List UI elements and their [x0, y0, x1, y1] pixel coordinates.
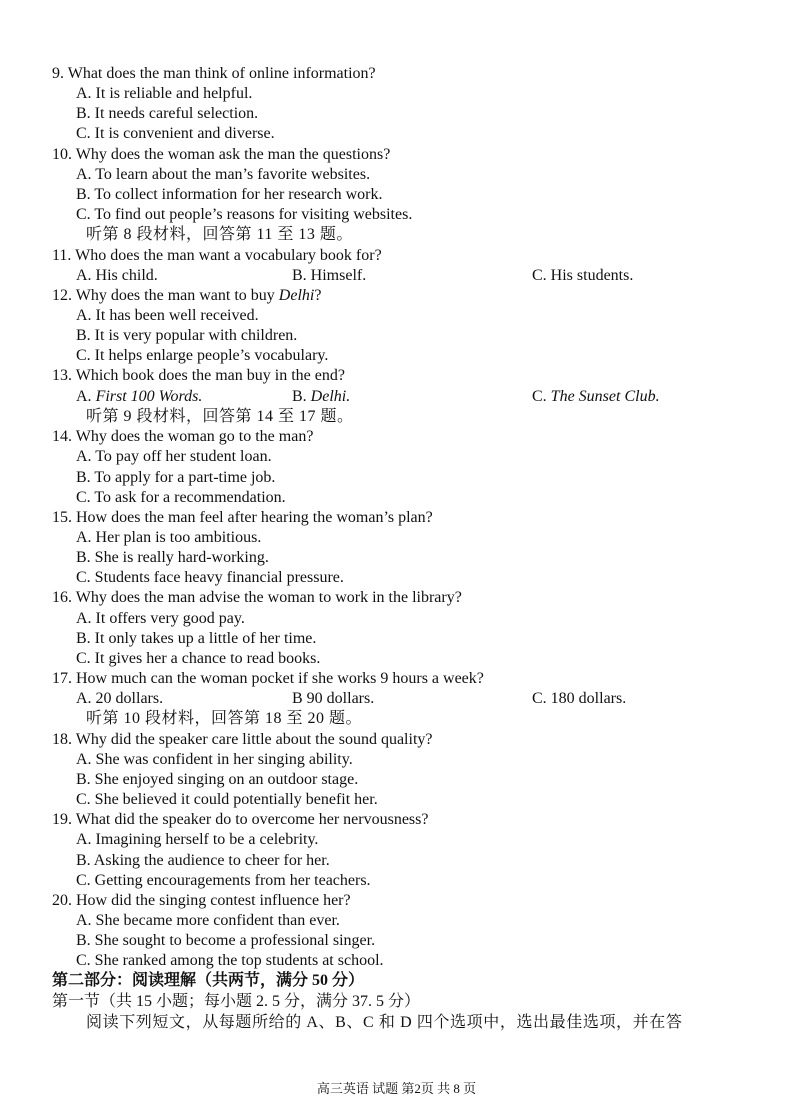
question-15-option-a: A. Her plan is too ambitious. — [76, 528, 262, 546]
question-12-stem-suffix: ? — [314, 286, 322, 304]
question-12-option-b: B. It is very popular with children. — [76, 327, 298, 345]
question-20-option-c: C. She ranked among the top students at school. — [76, 952, 384, 970]
question-11-option-b: B. Himself. — [292, 266, 367, 284]
instruction-passage-9: 听第 9 段材料，回答第 14 至 17 题。 — [86, 407, 354, 425]
question-13-option-b-prefix: B. — [292, 387, 311, 405]
question-9-option-a: A. It is reliable and helpful. — [76, 85, 253, 103]
question-12-option-a: A. It has been well received. — [76, 307, 259, 325]
question-13-option-a — [76, 387, 202, 407]
question-13-option-b-title: Delhi. — [310, 387, 351, 405]
question-19-stem: 19. What did the speaker do to overcome her nervousness? — [52, 811, 429, 829]
question-17-option-b: B 90 dollars. — [292, 690, 375, 708]
question-13-option-a-title: First 100 Words. — [95, 387, 203, 405]
instruction-passage-10: 听第 10 段材料，回答第 18 至 20 题。 — [86, 710, 363, 728]
question-9-option-c: C. It is convenient and diverse. — [76, 125, 275, 143]
question-15-stem: 15. How does the man feel after hearing the woman’s plan? — [52, 508, 433, 526]
question-16-option-b: B. It only takes up a little of her time. — [76, 629, 317, 647]
question-11-option-c: C. His students. — [532, 266, 634, 284]
question-14-option-c: C. To ask for a recommendation. — [76, 488, 286, 506]
question-18-option-c: C. She believed it could potentially benefit her. — [76, 791, 378, 809]
question-12-stem — [52, 286, 752, 306]
question-14-option-a: A. To pay off her student loan. — [76, 448, 272, 466]
question-10-stem: 10. Why does the woman ask the man the questions? — [52, 145, 391, 163]
question-17-option-c: C. 180 dollars. — [532, 690, 627, 708]
page-footer: 高三英语 试题 第2页 共 8 页 — [316, 1081, 477, 1096]
question-11-option-a: A. His child. — [76, 266, 158, 284]
question-15-option-b: B. She is really hard-working. — [76, 549, 269, 567]
question-19-option-b: B. Asking the audience to cheer for her. — [76, 851, 330, 869]
question-17-stem: 17. How much can the woman pocket if she works 9 hours a week? — [52, 669, 484, 687]
question-13-option-c — [532, 387, 660, 407]
question-13-option-c-title: The Sunset Club. — [550, 387, 660, 405]
question-13-option-a-prefix: A. — [76, 387, 96, 405]
question-10-option-a: A. To learn about the man’s favorite websites. — [76, 165, 371, 183]
question-12-option-c: C. It helps enlarge people’s vocabulary. — [76, 347, 329, 365]
question-14-option-b: B. To apply for a part-time job. — [76, 468, 276, 486]
question-20-option-a: A. She became more confident than ever. — [76, 911, 340, 929]
question-9-stem: 9. What does the man think of online information? — [52, 65, 376, 82]
question-11-stem: 11. Who does the man want a vocabulary book for? — [52, 246, 382, 264]
question-9-option-b: B. It needs careful selection. — [76, 105, 259, 123]
question-13-option-c-prefix: C. — [532, 387, 551, 405]
reading-instruction: 阅读下列短文，从每题所给的 A、B、C 和 D 四个选项中，选出最佳选项，并在答 — [86, 1014, 683, 1032]
question-15-option-c: C. Students face heavy financial pressure. — [76, 569, 344, 587]
question-18-option-a: A. She was confident in her singing ability. — [76, 750, 353, 768]
question-13-stem: 13. Which book does the man buy in the end? — [52, 367, 345, 385]
question-10-option-c: C. To find out people’s reasons for visiting websites. — [76, 205, 413, 223]
question-12-stem-title: Delhi — [278, 286, 315, 304]
question-16-option-a: A. It offers very good pay. — [76, 609, 245, 627]
question-10-option-b: B. To collect information for her research work. — [76, 185, 383, 203]
question-20-stem: 20. How did the singing contest influence her? — [52, 891, 351, 909]
question-14-stem: 14. Why does the woman go to the man? — [52, 428, 314, 446]
question-12-stem-prefix: 12. Why does the man want to buy — [52, 286, 279, 304]
question-18-option-b: B. She enjoyed singing on an outdoor stage. — [76, 771, 359, 788]
question-20-option-b: B. She sought to become a professional singer. — [76, 932, 376, 950]
question-13-option-b — [292, 387, 350, 407]
page-content — [52, 64, 752, 1034]
instruction-passage-8: 听第 8 段材料，回答第 11 至 13 题。 — [86, 226, 353, 244]
question-16-option-c: C. It gives her a chance to read books. — [76, 649, 321, 667]
question-17-option-a: A. 20 dollars. — [76, 690, 164, 708]
question-19-option-c: C. Getting encouragements from her teachers. — [76, 871, 371, 889]
part-2-heading: 第二部分：阅读理解（共两节，满分 50 分） — [52, 972, 365, 990]
question-18-stem: 18. Why did the speaker care little about the sound quality? — [52, 730, 433, 748]
question-11-options — [52, 266, 752, 286]
question-17-options — [52, 689, 752, 709]
question-19-option-a: A. Imagining herself to be a celebrity. — [76, 831, 319, 849]
question-13-options — [52, 387, 752, 407]
section-1-heading: 第一节（共 15 小题；每小题 2. 5 分，满分 37. 5 分） — [52, 992, 421, 1010]
question-16-stem: 16. Why does the man advise the woman to work in the library? — [52, 589, 462, 607]
